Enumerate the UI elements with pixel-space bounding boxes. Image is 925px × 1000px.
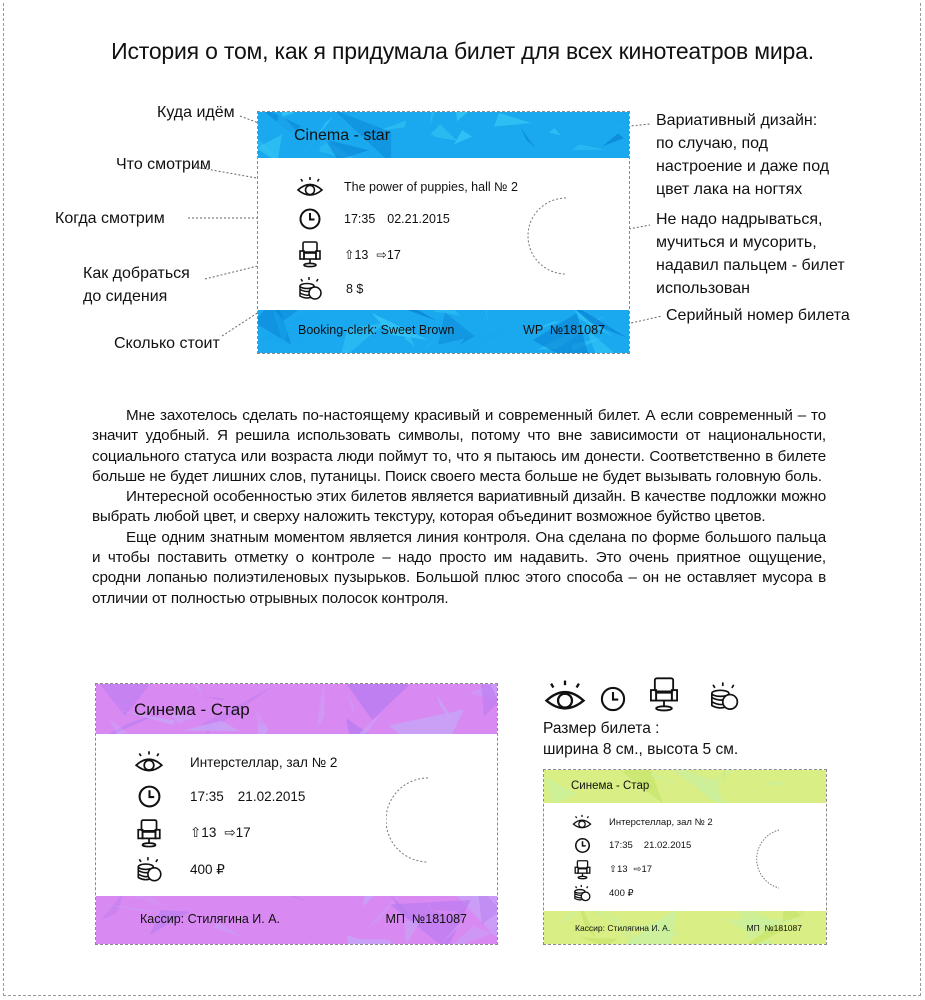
movie-title: The power of puppies, hall № 2 [344,180,518,194]
show-date: 21.02.2015 [643,839,692,851]
coins-icon [134,856,164,884]
ticket-purple [95,683,498,945]
serial-number: МП №181087 [385,912,467,926]
paragraph: Еще одним знатным моментом является линия контроля. Она сделана по форме большого пальца и чтобы поставить отметку о контроле – надо просто им надавить. Это очень приятное ощущение, сродни лопанью полиэтиленовых пузырьков. Большой плюс этого способа – он не оставляет мусора в отличии от полностью отрывных полосок контроля. [92,528,826,607]
ticket-size-note [543,718,738,760]
price-row [572,883,634,903]
serial-number: WP №181087 [523,323,605,337]
callout-price: Сколько стоит [114,335,220,352]
control-line-thumb-arc[interactable] [386,776,436,866]
callout-design-line: цвет лака на ногтях [656,181,803,198]
paragraph: Мне захотелось сделать по-настоящему красивый и современный билет. А если современный – то значит удобный. Я решила использовать символы, потому что вне зависимости от национальности, социального статуса или возраста люди поймут то, что я пытаюсь им донести. Соответственно в билете больше не будет лишних слов, путаницы. Поиск своего места больше не будет вызывать головную боль. [92,407,826,485]
show-date: 21.02.2015 [237,788,306,804]
callout-control-line: мучиться и мусорить, [656,234,817,251]
eye-icon [134,750,164,774]
callout-where: Куда идём [157,104,235,121]
control-line-thumb-arc[interactable] [526,196,576,278]
ticket-header-band [544,770,826,803]
time-row [572,836,691,854]
callout-seat-line1: Как добраться [83,265,190,282]
callout-seat-line2: до сидения [83,288,168,305]
price: 8 $ [346,282,364,296]
ticket-header-band [258,112,629,158]
eye-icon [543,679,587,718]
time-row [134,784,305,808]
seat-icon [647,675,681,718]
coins-icon [296,276,324,302]
paragraph: Интересной особенностью этих билетов является вариативный дизайн. В качестве подложки можно выбрать любой цвет, и сверху наложить текстуру, которая объединит возможное буйство цветов. [92,488,826,526]
price: 400 ₽ [190,862,225,877]
seat-number: ⇨17 [376,247,401,262]
clock-icon [296,207,324,231]
size-note-line: Размер билета : [543,720,660,737]
movie-row [572,813,713,831]
seat-row [572,858,652,880]
ticket-green [543,769,827,945]
callout-design-line: настроение и даже под [656,158,830,175]
clock-icon [599,685,627,718]
clock-icon [572,837,592,854]
show-date: 02.21.2015 [387,212,450,226]
control-line-thumb-arc[interactable] [749,828,783,892]
ticket-footer-band [544,911,826,944]
row-number: ⇧13 [609,863,628,875]
seat-icon [134,817,164,849]
callout-design-line: по случаю, под [656,135,769,152]
row-number: ⇧13 [190,825,217,840]
ticket-footer-band [96,896,497,944]
icon-legend [543,675,741,718]
clock-icon [134,784,164,809]
show-time: 17:35 [344,212,376,226]
price-row [134,856,225,884]
callout-serial: Серийный номер билета [666,307,850,324]
seat-icon [296,240,324,268]
seat-icon [572,859,592,880]
cinema-name: Cinema - star [294,127,391,144]
ticket-header-band [96,684,497,734]
movie-row [134,750,337,774]
time-row [296,208,450,230]
seat-row [134,817,251,849]
callout-control-line: надавил пальцем - билет [656,257,845,274]
cinema-name: Синема - Стар [134,700,250,719]
show-time: 17:35 [609,839,633,851]
movie-row [296,176,518,198]
seat-number: ⇨17 [224,825,251,840]
coins-icon [707,681,741,718]
ticket-blue [257,111,630,354]
callout-design-line: Вариативный дизайн: [656,112,818,129]
booking-clerk: Кассир: Стилягина И. А. [575,923,671,933]
price-row [296,276,363,302]
ticket-footer-band [258,310,629,353]
cinema-name: Синема - Стар [571,780,650,792]
callout-what: Что смотрим [116,156,211,173]
page-title: История о том, как я придумала билет для всех кинотеатров мира. [111,38,814,64]
booking-clerk: Booking-clerk: Sweet Brown [298,323,455,337]
movie-title: Интерстеллар, зал № 2 [609,816,713,828]
booking-clerk: Кассир: Стилягина И. А. [140,912,281,926]
callout-control-line: Не надо надрываться, [656,211,823,228]
serial-number: МП №181087 [746,923,802,933]
row-number: ⇧13 [344,247,369,262]
callout-when: Когда смотрим [55,210,165,227]
seat-row [296,240,401,268]
show-time: 17:35 [190,788,224,804]
article-body [92,406,826,609]
callout-control-line: использован [656,280,750,297]
price: 400 ₽ [609,887,634,899]
coins-icon [572,884,592,903]
movie-title: Интерстеллар, зал № 2 [190,754,338,770]
eye-icon [572,814,592,830]
seat-number: ⇨17 [633,863,653,875]
eye-icon [296,176,324,198]
size-note-line: ширина 8 см., высота 5 см. [543,741,739,758]
